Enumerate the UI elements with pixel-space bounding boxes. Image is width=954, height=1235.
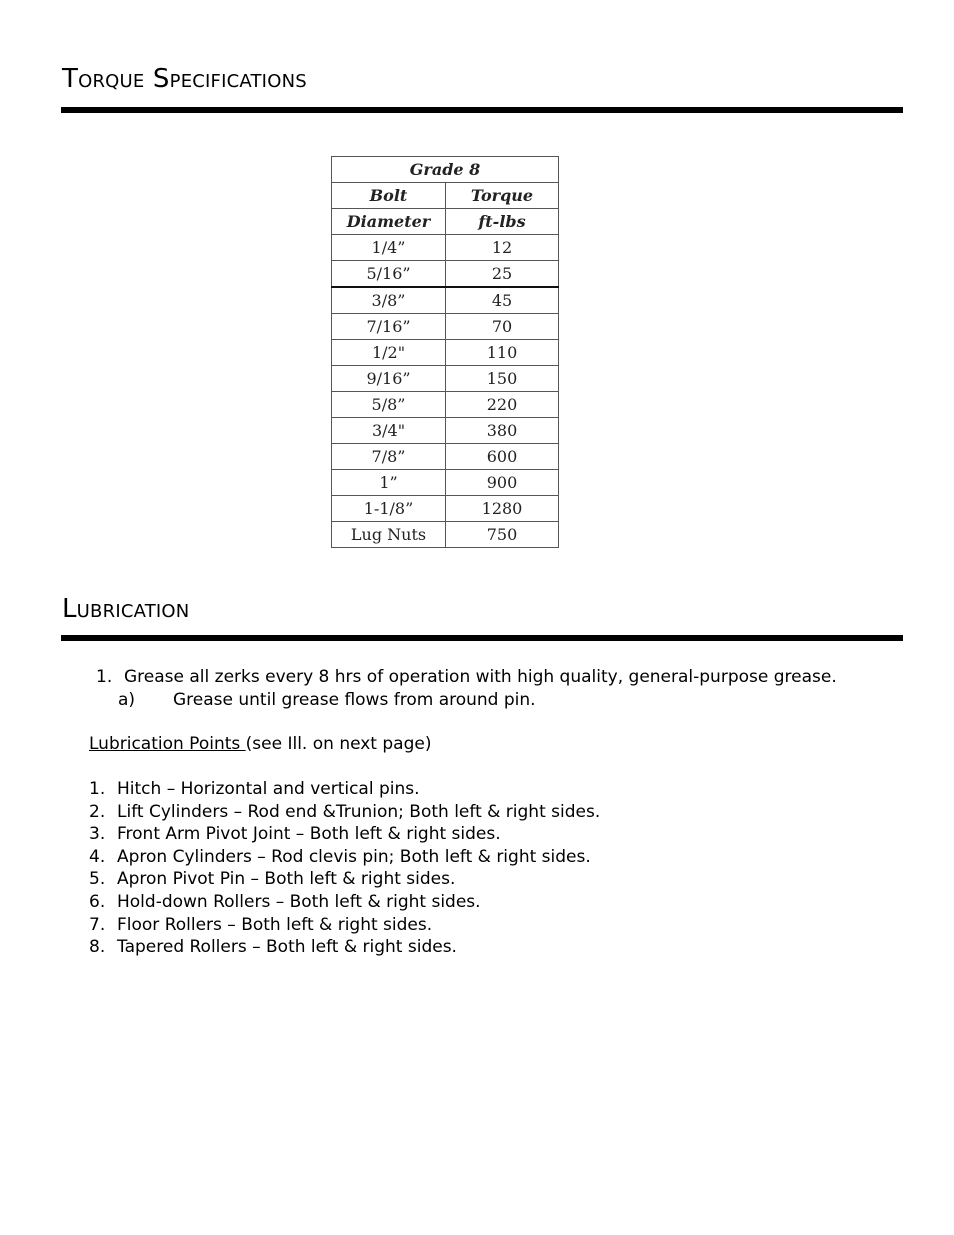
list-text: Apron Cylinders – Rod clevis pin; Both left & right sides. bbox=[117, 846, 591, 867]
bolt-diameter-cell: 3/4" bbox=[332, 418, 446, 444]
torque-value-cell: 380 bbox=[446, 418, 559, 444]
points-note: (see Ill. on next page) bbox=[245, 734, 432, 754]
torque-value-cell: 70 bbox=[446, 314, 559, 340]
bolt-diameter-cell: 9/16” bbox=[332, 366, 446, 392]
list-item bbox=[89, 914, 600, 937]
torque-value-cell: 600 bbox=[446, 444, 559, 470]
bolt-diameter-cell: Lug Nuts bbox=[332, 522, 446, 548]
torque-value-cell: 750 bbox=[446, 522, 559, 548]
grade-label: Grade 8 bbox=[332, 157, 559, 183]
list-item bbox=[89, 778, 600, 801]
table-row bbox=[332, 366, 559, 392]
torque-value-cell: 25 bbox=[446, 261, 559, 288]
lubrication-heading: Lubrication bbox=[62, 594, 190, 624]
list-number: 3. bbox=[89, 824, 106, 845]
list-number: 7. bbox=[89, 914, 106, 935]
list-item bbox=[89, 936, 600, 959]
list-text: Hitch – Horizontal and vertical pins. bbox=[117, 779, 420, 799]
instruction-subitem bbox=[118, 689, 536, 712]
list-text: Apron Pivot Pin – Both left & right sides. bbox=[117, 869, 456, 890]
list-text: Tapered Rollers – Both left & right sides. bbox=[117, 937, 457, 958]
list-number: 4. bbox=[89, 846, 106, 867]
list-item bbox=[89, 801, 600, 824]
list-text: Lift Cylinders – Rod end &Trunion; Both left & right sides. bbox=[117, 801, 601, 822]
table-row bbox=[332, 522, 559, 548]
sub-label: a) bbox=[118, 690, 136, 710]
list-item bbox=[89, 868, 600, 891]
list-text: Floor Rollers – Both left & right sides. bbox=[117, 914, 433, 935]
table-row bbox=[332, 470, 559, 496]
torque-value-cell: 220 bbox=[446, 392, 559, 418]
list-text: Hold-down Rollers – Both left & right sides. bbox=[117, 891, 481, 912]
list-number: 2. bbox=[89, 801, 106, 822]
list-item bbox=[89, 823, 600, 846]
bolt-diameter-cell: 5/16” bbox=[332, 261, 446, 288]
bolt-diameter-cell: 1” bbox=[332, 470, 446, 496]
section-divider bbox=[61, 635, 903, 641]
torque-value-cell: 900 bbox=[446, 470, 559, 496]
table-row bbox=[332, 235, 559, 261]
bolt-diameter-cell: 5/8” bbox=[332, 392, 446, 418]
table-row bbox=[332, 392, 559, 418]
table-row bbox=[332, 340, 559, 366]
list-item bbox=[89, 891, 600, 914]
list-number: 6. bbox=[89, 891, 106, 912]
table-header-row bbox=[332, 157, 559, 183]
table-row bbox=[332, 444, 559, 470]
bolt-diameter-cell: 1-1/8” bbox=[332, 496, 446, 522]
points-title-underlined: Lubrication Points bbox=[89, 734, 246, 754]
torque-value-cell: 1280 bbox=[446, 496, 559, 522]
table-row bbox=[332, 314, 559, 340]
bolt-diameter-cell: 7/8” bbox=[332, 444, 446, 470]
bolt-diameter-cell: 1/4” bbox=[332, 235, 446, 261]
table-row bbox=[332, 496, 559, 522]
list-number: 1. bbox=[96, 667, 113, 687]
instruction-item bbox=[96, 666, 837, 689]
torque-value-cell: 150 bbox=[446, 366, 559, 392]
bolt-diameter-cell: 7/16” bbox=[332, 314, 446, 340]
bolt-diameter-cell: 3/8” bbox=[332, 287, 446, 314]
list-item bbox=[89, 846, 600, 869]
torque-specifications-heading: Torque Specifications bbox=[62, 64, 307, 94]
torque-rows bbox=[332, 235, 559, 548]
column-header-bolt: Bolt bbox=[332, 183, 446, 209]
column-header-diameter: Diameter bbox=[332, 209, 446, 235]
torque-value-cell: 45 bbox=[446, 287, 559, 314]
column-header-torque: Torque bbox=[446, 183, 559, 209]
table-header-row bbox=[332, 183, 559, 209]
bolt-diameter-cell: 1/2" bbox=[332, 340, 446, 366]
torque-value-cell: 12 bbox=[446, 235, 559, 261]
table-row bbox=[332, 418, 559, 444]
lubrication-points-title bbox=[89, 733, 431, 756]
torque-table bbox=[331, 156, 559, 548]
instruction-text: Grease all zerks every 8 hrs of operation with high quality, general-purpose grease. bbox=[124, 667, 837, 687]
sub-text: Grease until grease flows from around pin. bbox=[173, 690, 536, 710]
list-number: 8. bbox=[89, 937, 106, 958]
list-text: Front Arm Pivot Joint – Both left & right sides. bbox=[117, 824, 501, 845]
torque-value-cell: 110 bbox=[446, 340, 559, 366]
list-number: 5. bbox=[89, 869, 106, 890]
list-number: 1. bbox=[89, 779, 106, 799]
section-divider bbox=[61, 107, 903, 113]
table-row bbox=[332, 287, 559, 314]
column-header-units: ft-lbs bbox=[446, 209, 559, 235]
table-header-row bbox=[332, 209, 559, 235]
table-row bbox=[332, 261, 559, 288]
lubrication-points-list bbox=[89, 778, 600, 959]
